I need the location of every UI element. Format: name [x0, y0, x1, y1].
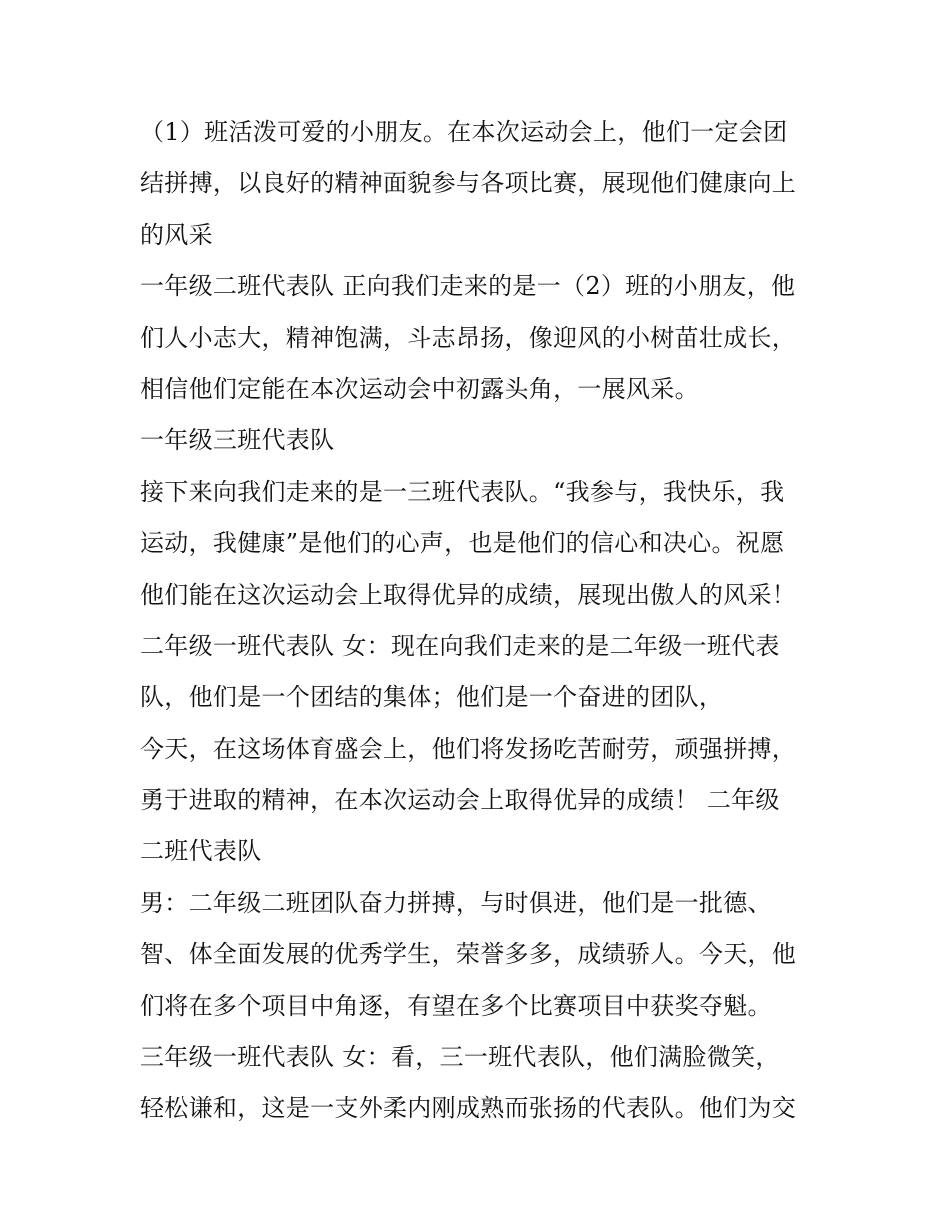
text-line: 二班代表队: [140, 837, 262, 866]
text-line: 的风采: [140, 220, 213, 249]
text-line: 今天，在这场体育盛会上，他们将发扬吃苦耐劳，顽强拼搏，: [140, 734, 797, 763]
text-line: 男：二年级二班团队奋力拼搏，与时俱进，他们是一批德、: [140, 888, 772, 917]
text-line: 相信他们定能在本次运动会中初露头角，一展风采。: [140, 374, 699, 403]
text-line: 他们能在这次运动会上取得优异的成绩，展现出傲人的风采！: [140, 580, 797, 609]
text-line: 们将在多个项目中角逐，有望在多个比赛项目中获奖夺魁。: [140, 991, 772, 1020]
text-line: 轻松谦和，这是一支外柔内刚成熟而张扬的代表队。他们为交: [140, 1094, 797, 1123]
text-line: 运动，我健康”是他们的心声，也是他们的信心和决心。祝愿: [140, 529, 785, 558]
text-line: 二年级一班代表队 女：现在向我们走来的是二年级一班代表: [140, 631, 780, 660]
text-line: （1）班活泼可爱的小朋友。在本次运动会上，他们一定会团: [140, 118, 788, 146]
text-line: 一年级三班代表队: [140, 426, 335, 455]
text-line: 结拼搏，以良好的精神面貌参与各项比赛，展现他们健康向上: [140, 169, 797, 198]
text-line: 接下来向我们走来的是一三班代表队。“我参与，我快乐，我: [140, 477, 785, 506]
text-line: 一年级二班代表队 正向我们走来的是一（2）班的小朋友，他: [140, 272, 796, 301]
text-line: 三年级一班代表队 女：看，三一班代表队，他们满脸微笑，: [140, 1043, 780, 1072]
text-line: 勇于进取的精神，在本次运动会上取得优异的成绩！ 二年级: [140, 786, 780, 815]
text-line: 们人小志大，精神饱满，斗志昂扬，像迎风的小树苗壮成长，: [140, 323, 797, 352]
text-line: 队，他们是一个团结的集体；他们是一个奋进的团队，: [140, 683, 724, 712]
document-body: [140, 107, 820, 1135]
text-line: 智、体全面发展的优秀学生，荣誉多多，成绩骄人。今天，他: [140, 940, 797, 969]
